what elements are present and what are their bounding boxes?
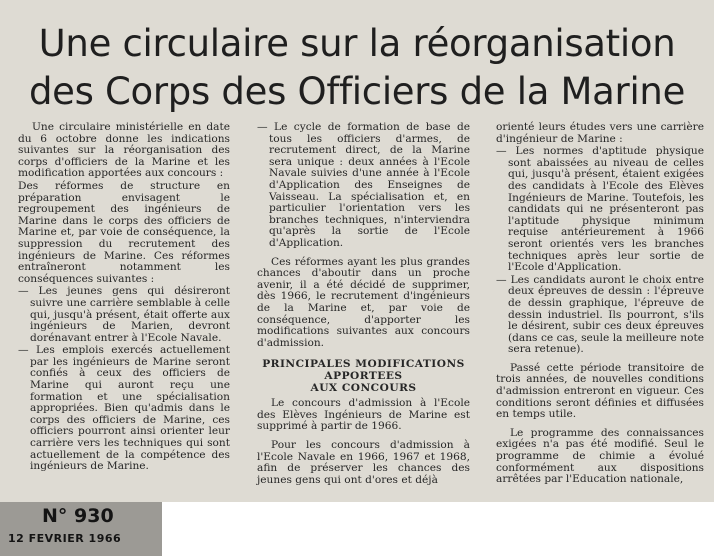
paragraph: Le programme des connaissances exigées n'a pas été modifié. Seul le programme de chimie a évolué conformément aux dispositions arrêtées par l'Education nationale, [496,426,704,486]
paragraph: orienté leurs études vers une carrière d'ingénieur de Marine : [496,121,704,145]
paragraph: Passé cette période transitoire de trois années, de nouvelles conditions d'admission entreront en vigueur. Ces conditions seront définies et diffusées en temps utile. [496,361,704,421]
subheading-line: PRINCIPALES MODIFICATIONS [262,358,465,371]
subheading-line: APPORTEES [324,370,403,383]
article-body [18,122,704,500]
paragraph: Le concours d'admission à l'Ecole des Elèves Ingénieurs de Marine est supprimé à partir de 1966. [257,397,470,433]
headline-line-2: des Corps des Officiers de la Marine [28,70,686,113]
paragraph: — Le cycle de formation de base de tous les officiers d'armes, de recrutement direct, de la Marine sera unique : deux années à l'Ecole Navale suivies d'une année à l'Ecole d'Application des Enseignes de Vaisseau. La spécialisation et, en particulier l'orientation vers les branches techniques, n'interviendra qu'après la sortie de l'Ecole d'Application. [257,121,470,249]
column-2 [257,122,470,487]
paragraph: — Les candidats auront le choix entre deux épreuves de dessin : l'épreuve de dessin graphique, l'épreuve de dessin industriel. Ils pourront, s'ils le désirent, subir ces deux épreuves (dans ce cas, seule la meilleure note sera retenue). [496,273,704,356]
article-headline [0,20,714,116]
issue-date: 12 FEVRIER 1966 [8,532,122,545]
headline-line-1: Une circulaire sur la réorganisation [38,22,676,65]
paragraph: — Les normes d'aptitude physique sont abaissées au niveau de celles qui, jusqu'à présent, étaient exigées des candidats à l'Ecole des Elèves Ingénieurs de Marine. Toutefois, les candidats qui ne présenteront pas l'aptitude physique minimum requise antérieurement à 1966 seront orientés vers les branches techniques après leur sortie de l'Ecole d'Application. [496,145,704,274]
paragraph: Pour les concours d'admission à l'Ecole Navale en 1966, 1967 et 1968, afin de préserver les chances des jeunes gens qui ont d'ores et déjà [257,439,470,486]
paragraph: Une circulaire ministérielle en date du 6 octobre donne les indications suivantes sur la réorganisation des corps d'officiers de la Marine et les modification apportées aux concours : [18,121,230,180]
blank-area [162,502,714,556]
paragraph: — Les jeunes gens qui désireront suivre une carrière semblable à celle qui, jusqu'à présent, était offerte aux ingénieurs de Marien, devront dorénavant entrer à l'Ecole Navale. [18,285,230,344]
issue-number: N° 930 [42,505,114,527]
paragraph: Ces réformes ayant les plus grandes chances d'aboutir dans un proche avenir, il a été décidé de supprimer, dès 1966, le recrutement d'ingénieurs de la Marine et, par voie de conséquence, d'apporter les modifications suivantes aux concours d'admission. [257,255,470,349]
subheading-line: AUX CONCOURS [310,382,417,395]
column-3 [496,122,704,487]
section-subheading [257,358,470,394]
column-1 [18,122,230,474]
paragraph: — Les emplois exercés actuellement par les ingénieurs de Marine seront confiés à ceux des officiers de Marine qui auront reçu une formation et une spécialisation appropriées. Bien qu'admis dans le corps des officiers de Marine, ces officiers pourront ainsi orienter leur carrière vers les techniques qui sont actuellement de la compétence des ingénieurs de Marine. [18,344,230,473]
paragraph: Des réformes de structure en préparation envisagent le regroupement des ingénieurs de Marine dans le corps des officiers de Marine et, par voie de conséquence, la suppression du recrutement des ingénieurs de Marine. Ces réformes entraîneront notamment les conséquences suivantes : [18,179,230,285]
